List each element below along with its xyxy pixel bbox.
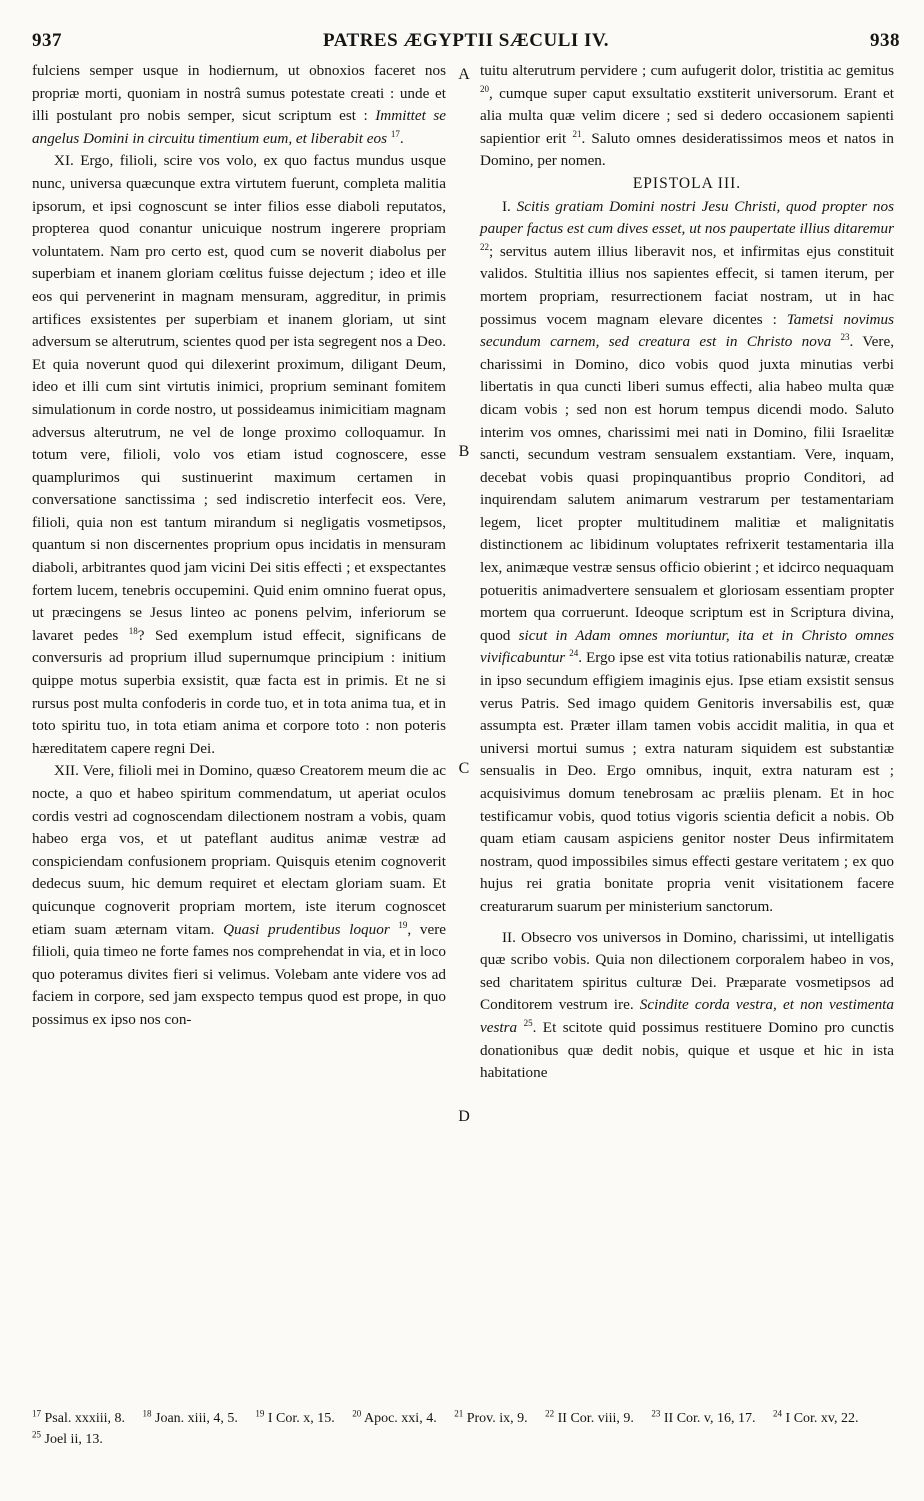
footnotes: [32, 1408, 900, 1450]
margin-marker-c: C: [458, 760, 470, 777]
margin-marker-d: D: [458, 1108, 470, 1125]
paragraph-section-xii: XII. Vere, filioli mei in Domino, quæso Creatorem meum die ac nocte, a quo et habeo spiritum commendatum, ut aperiat oculos cordis vestri ad cognoscendam dilectionem nostram a vobis, quam habeo erga vos, et ut pateflant auditus animæ vestræ ad conspiciendam confusionem propriam. Quisquis etenim cognoverit dedecus suum, hic demum requiret et electam gloriam suam. Et quicunque cognoverit propriam mortem, iste iterum cognoscet etiam suam æternam vitam. Quasi prudentibus loquor $^{19}$, vere filioli, quia timeo ne forte fames nos comprehendat in via, et in loco quo poteramus divites fieri si velimus. Volebam ante videre vos ad faciem in corpore, sed jam exspecto tempus quod est prope, in quo possimus ex ipso nos con-: [32, 762, 447, 1028]
footnote-ref: 24: [569, 648, 579, 659]
footnote: $^{21}$ Prov. ix, 9.: [454, 1408, 528, 1426]
running-title: PATRES ÆGYPTII SÆCULI IV.: [323, 30, 609, 51]
footnote: $^{25}$ Joel ii, 13.: [32, 1429, 103, 1447]
paragraph-section-xi: XI. Ergo, filioli, scire vos volo, ex quo factus mundus usque nunc, universa quæcunque extra virtutem fuerunt, completa malitia ipsorum, et ipsi cognoscunt se inter filios esse diaboli reputatos, propterea quod conantur unicuique nostrum ingerere propriam voluntatem. Nam pro certo est, quod cum se noverit diabolus per superbiam et inanem gloriam cœlitus fuisse dejectum ; ideo et ille eos qui pervenerint in magnam mensuram, aggreditur, in primis artifices exsistentes per superbiam et inanem gloriam, ut sint adversum se alterutrum, scientes quod per ista segregent nos a Deo. Et quia noverunt quod qui dilexerint proximum, diligant Deum, ideo et illi cum sint virtutis inimici, proprium seminant fomitem simulationum in corde nostro, ut possideamus inimicitiam magnam adversus alterutrum, ne vel de longe proximo colloquamur. In totum vere, filioli, volo vos etiam istud cognoscere, esse quamplurimos qui sustinuerint maximum certamen in conversatione sanctissima ; sed indiscretio interfecit eos. Vere, filioli, quia non est tantum mirandum si negligatis vosmetipsos, quantum si non discernentes proprium opus incidatis in mensuram diaboli, arbitrantes quod jam vicini Dei sitis effecti ; et exspectantes fortem lucem, tenebris occupemini. Quid enim omnino fuerat opus, ut præcingens se Jesus linteo ac ponens pelvim, inferiorum se lavaret pedes $^{18}$? Sed exemplum istud effecit, significans de conversuris ad proprium illud supernumque principium : initium quippe motus superbia exsistit, quæ facta est in primis. Et ne si rursus post multa confoderis in corde tuo, et in tota anima tua, et in toto spiritu tuo, in tota etiam anima et corpore toto : non poteris hæreditatem capere regni Dei.: [32, 152, 446, 757]
footnote-ref: 18: [128, 625, 138, 636]
footnote-ref: 23: [840, 332, 850, 343]
epistle-heading: EPISTOLA III.: [632, 174, 742, 192]
footnote-ref: 19: [398, 919, 408, 930]
page-number-left: 937: [32, 30, 62, 51]
running-header: [32, 30, 900, 60]
paragraph: tuitu alterutrum pervidere ; cum aufugerit dolor, tristitia ac gemitus $^{20}$, cumque super caput exsultatio exstiterit universorum. Erant et alia multa quæ velim dicere ; sed si dedero occasionem sapienti sapientior erit $^{21}$. Saluto omnes desideratissimos meos et natos in Domino, per nomen.: [480, 62, 894, 170]
footnote-ref: 17: [390, 128, 400, 139]
left-column: [32, 60, 446, 1032]
footnote: $^{23}$ II Cor. v, 16, 17.: [651, 1408, 756, 1426]
footnote: $^{17}$ Psal. xxxiii, 8.: [32, 1408, 126, 1426]
footnote: $^{24}$ I Cor. xv, 22.: [773, 1408, 859, 1426]
paragraph-section-ii: II. Obsecro vos universos in Domino, charissimi, ut intelligatis quæ scribo vobis. Quia non dilectionem corporalem habeo in vos, sed charitatem spiritus culturæ Dei. Præparate vosmetipsos ad Conditorem vestrum ire. Scindite corda vestra, et non vestimenta vestra $^{25}$. Et scitote quid possimus restituere Domino pro cunctis donationibus quæ dedit nobis, quique et usque et hic in ista habitatione: [480, 928, 895, 1082]
footnote-ref: 25: [523, 1017, 533, 1028]
margin-marker-a: A: [458, 66, 470, 83]
footnote-ref: 20: [480, 83, 489, 94]
footnote-ref: 21: [572, 128, 582, 139]
footnote: $^{18}$ Joan. xiii, 4, 5.: [142, 1408, 238, 1426]
paragraph: fulciens semper usque in hodiernum, ut obnoxios faceret nos propriæ morti, quoniam in nostrâ sumus potestate creati : unde et illi postulant pro nobis semper, sicut scriptum est : Immittet se angelus Domini in circuitu timentium eum, et liberabit eos $^{17}$.: [32, 62, 447, 147]
right-column: [480, 60, 894, 1085]
margin-marker-b: B: [458, 443, 470, 460]
paragraph-section-i: I. Scitis gratiam Domini nostri Jesu Christi, quod propter nos pauper factus est cum dives esset, ut nos paupertate illius ditaremur $^{22}$; servitus autem illius liberavit nos, et infirmitas ejus constituit validos. Stultitia illius nos sapientes effecit, si tamen iterum, per mortem propriam, resurrectionem faciat nostram, ut in hac possimus vocem magnam elevare dicentes : Tametsi novimus secundum carnem, sed creatura est in Christo nova $^{23}$. Vere, charissimi in Domino, dico vobis quod juxta minutias verbi libertatis in qua cuncti liberi sumus effecti, alia habeo multa quæ dicam vobis ; sed non est horum tempus dicendi modo. Saluto interim vos omnes, charissimi mei nati in Domino, filii Israelitæ sancti, secundum vestram sensualem exstantiam. Vere, inquam, decebat vobis quasi propinquantibus proprio Conditori, ad inquirendam salutem animarum vestrarum per testamentariam legem, licet propter multitudinem malitiæ et malignitatis distinctionem ac libidinum voluptates refrixerit testamentaria illa lex, animæque vestræ sensus officio obierint ; et idcirco nequaquam potueritis animadvertere sensualem et gloriosam essentiam propter mortem qua corruerunt. Ideoque scriptum est in Scriptura divina, quod sicut in Adam omnes moriuntur, ita et in Christo omnes vivificabuntur $^{24}$. Ergo ipse est vita totius rationabilis naturæ, creatæ in ipso secundum effigiem imaginis ejus. Ipse etiam exsistit sensus verus Patris. Sed imago quidem Genitoris inversabilis est, quæ assumpta est. Præter illam tamen vobis accidit malitia, in qua et universi mortui sumus ; extra naturam siquidem est substantiæ sensualis in Deo. Ergo omnibus, inquit, extra naturam est ; acquisivimus domum tenebrosam ac præliis plenam. Et in hoc testificamur vobis, quod totius vigoris scientia deficit a nobis. Ob quam etiam causam aspiciens genitor noster Deus infirmitatem nostram, quod impossibiles simus effecti gestare veritatem ; ex quo hujus rei gratia bonitate propria venit visitationem facere creaturarum suarum per ministerium sanctorum.: [480, 197, 895, 915]
footnote: $^{22}$ II Cor. viii, 9.: [545, 1408, 634, 1426]
page-number-right: 938: [870, 30, 900, 51]
footnote: $^{20}$ Apoc. xxi, 4.: [352, 1408, 437, 1426]
footnote-ref: 22: [480, 241, 489, 252]
footnote: $^{19}$ I Cor. x, 15.: [255, 1408, 335, 1426]
